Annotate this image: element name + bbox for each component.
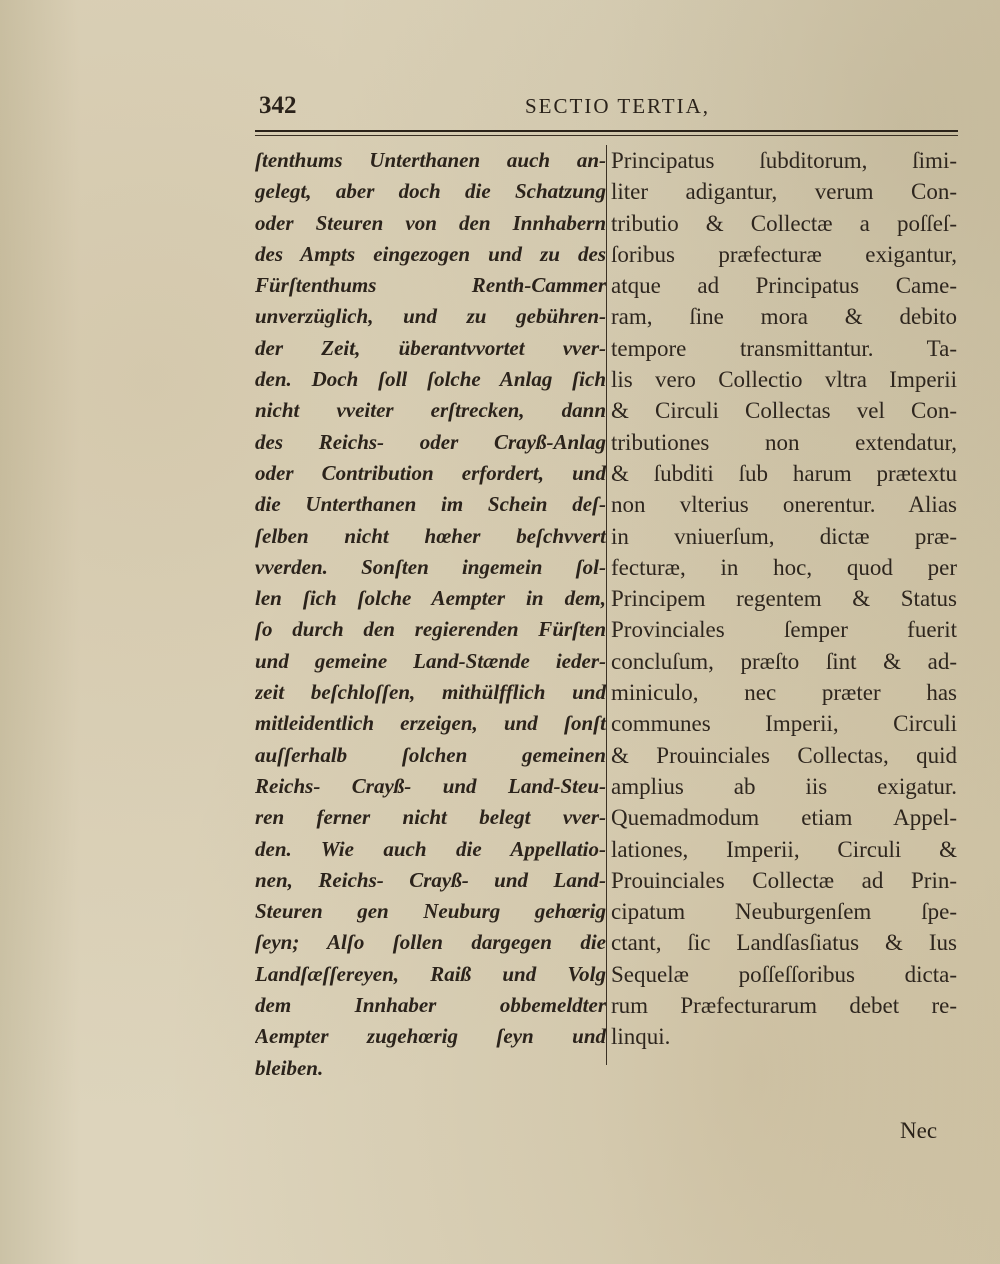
- german-text-line: der Zeit, überantvvortet vver-: [255, 335, 606, 360]
- latin-text-line: cipatum Neuburgenſem ſpe-: [611, 899, 957, 925]
- latin-text-line: Sequelæ poſſeſſoribus dicta-: [611, 961, 957, 987]
- latin-text-line: tributiones non extendatur,: [611, 429, 957, 455]
- latin-text-line: Principem regentem & Status: [611, 586, 957, 612]
- latin-text-line: ctant, ſic Landſasſiatus & Ius: [611, 930, 957, 956]
- german-text-line: Steuren gen Neuburg gehœrig: [255, 899, 606, 924]
- latin-text-line: Prouinciales Collectæ ad Prin-: [611, 867, 957, 893]
- german-text-line: oder Contribution erfordert, und: [255, 460, 606, 485]
- latin-text-line: Provinciales ſemper fuerit: [611, 617, 957, 643]
- header-rule: [255, 130, 958, 132]
- german-text-line: Aempter zugehœrig ſeyn und: [255, 1024, 606, 1049]
- german-text-line: nicht vveiter erſtrecken, dann: [255, 398, 606, 423]
- latin-text-line: ram, ſine mora & debito: [611, 304, 957, 330]
- german-text-line: mitleidentlich erzeigen, und ſonſt: [255, 711, 606, 736]
- latin-text-line: lationes, Imperii, Circuli &: [611, 836, 957, 862]
- latin-text-line: Principatus ſubditorum, ſimi-: [611, 148, 957, 173]
- german-text-line: oder Steuren von den Innhabern: [255, 210, 606, 235]
- german-text-line: vverden. Sonſten ingemein ſol-: [255, 554, 606, 579]
- latin-text-line: rum Præfecturarum debet re-: [611, 993, 957, 1019]
- german-text-line: Reichs- Crayß- und Land-Steu-: [255, 773, 606, 798]
- german-text-line: des Reichs- oder Crayß-Anlag: [255, 429, 606, 454]
- column-divider: [606, 145, 607, 1065]
- latin-text-line: non vlterius onerentur. Alias: [611, 492, 957, 518]
- latin-text-line: concluſum, præſto ſint & ad-: [611, 648, 957, 674]
- german-text-line: Fürſtenthums Renth-Cammer: [255, 273, 606, 298]
- latin-text-line: in vniuerſum, dictæ præ-: [611, 523, 957, 549]
- latin-text-line: atque ad Principatus Came-: [611, 273, 957, 299]
- latin-text-line: liter adigantur, verum Con-: [611, 179, 957, 205]
- german-text-line: ſeyn; Alſo ſollen dargegen die: [255, 930, 606, 955]
- german-text-line: dem Innhaber obbemeldter: [255, 993, 606, 1018]
- latin-text-line: fecturæ, in hoc, quod per: [611, 554, 957, 580]
- latin-text-line: & Prouinciales Collectas, quid: [611, 742, 957, 768]
- german-text-line: ſo durch den regierenden Fürſten: [255, 617, 606, 642]
- latin-text-line: Quemadmodum etiam Appel-: [611, 805, 957, 831]
- german-text-line: auſſerhalb ſolchen gemeinen: [255, 742, 606, 767]
- german-column: [255, 145, 606, 1084]
- german-text-line: nen, Reichs- Crayß- und Land-: [255, 867, 606, 892]
- german-text-line: gelegt, aber doch die Schatzung: [255, 179, 606, 204]
- german-text-line: den. Doch ſoll ſolche Anlag ſich: [255, 367, 606, 392]
- header-rule-thin: [255, 135, 958, 136]
- german-text-line: ren ferner nicht belegt vver-: [255, 805, 606, 830]
- german-text-line: bleiben.: [255, 1055, 324, 1080]
- german-text-line: zeit beſchloſſen, mithülfflich und: [255, 680, 606, 705]
- german-text-line: ſtenthums Unterthanen auch an-: [255, 148, 606, 172]
- latin-text-line: tributio & Collectæ a poſſeſ-: [611, 210, 957, 236]
- german-text-line: und gemeine Land-Stænde ieder-: [255, 648, 606, 673]
- german-text-line: Landſæſſereyen, Raiß und Volg: [255, 961, 606, 986]
- german-text-line: unverzüglich, und zu gebühren-: [255, 304, 606, 329]
- latin-text-line: tempore transmittantur. Ta-: [611, 335, 957, 361]
- catchword: Nec: [900, 1118, 938, 1143]
- german-text-line: den. Wie auch die Appellatio-: [255, 836, 606, 861]
- running-head: SECTIO TERTIA,: [525, 94, 711, 118]
- latin-column: [611, 145, 957, 1053]
- german-text-line: des Ampts eingezogen und zu des: [255, 241, 606, 266]
- latin-text-line: miniculo, nec præter has: [611, 680, 957, 706]
- latin-text-line: & ſubditi ſub harum prætextu: [611, 460, 957, 486]
- latin-text-line: lis vero Collectio vltra Imperii: [611, 367, 957, 393]
- latin-text-line: & Circuli Collectas vel Con-: [611, 398, 957, 424]
- page-number: 342: [259, 92, 297, 119]
- latin-text-line: linqui.: [611, 1024, 671, 1050]
- latin-text-line: amplius ab iis exigatur.: [611, 773, 957, 799]
- latin-text-line: ſoribus præfecturæ exigantur,: [611, 241, 957, 267]
- latin-text-line: communes Imperii, Circuli: [611, 711, 957, 737]
- german-text-line: ſelben nicht hœher beſchvvert: [255, 523, 606, 548]
- german-text-line: len ſich ſolche Aempter in dem,: [255, 586, 606, 611]
- german-text-line: die Unterthanen im Schein deſ-: [255, 492, 606, 517]
- page-header: [255, 88, 958, 122]
